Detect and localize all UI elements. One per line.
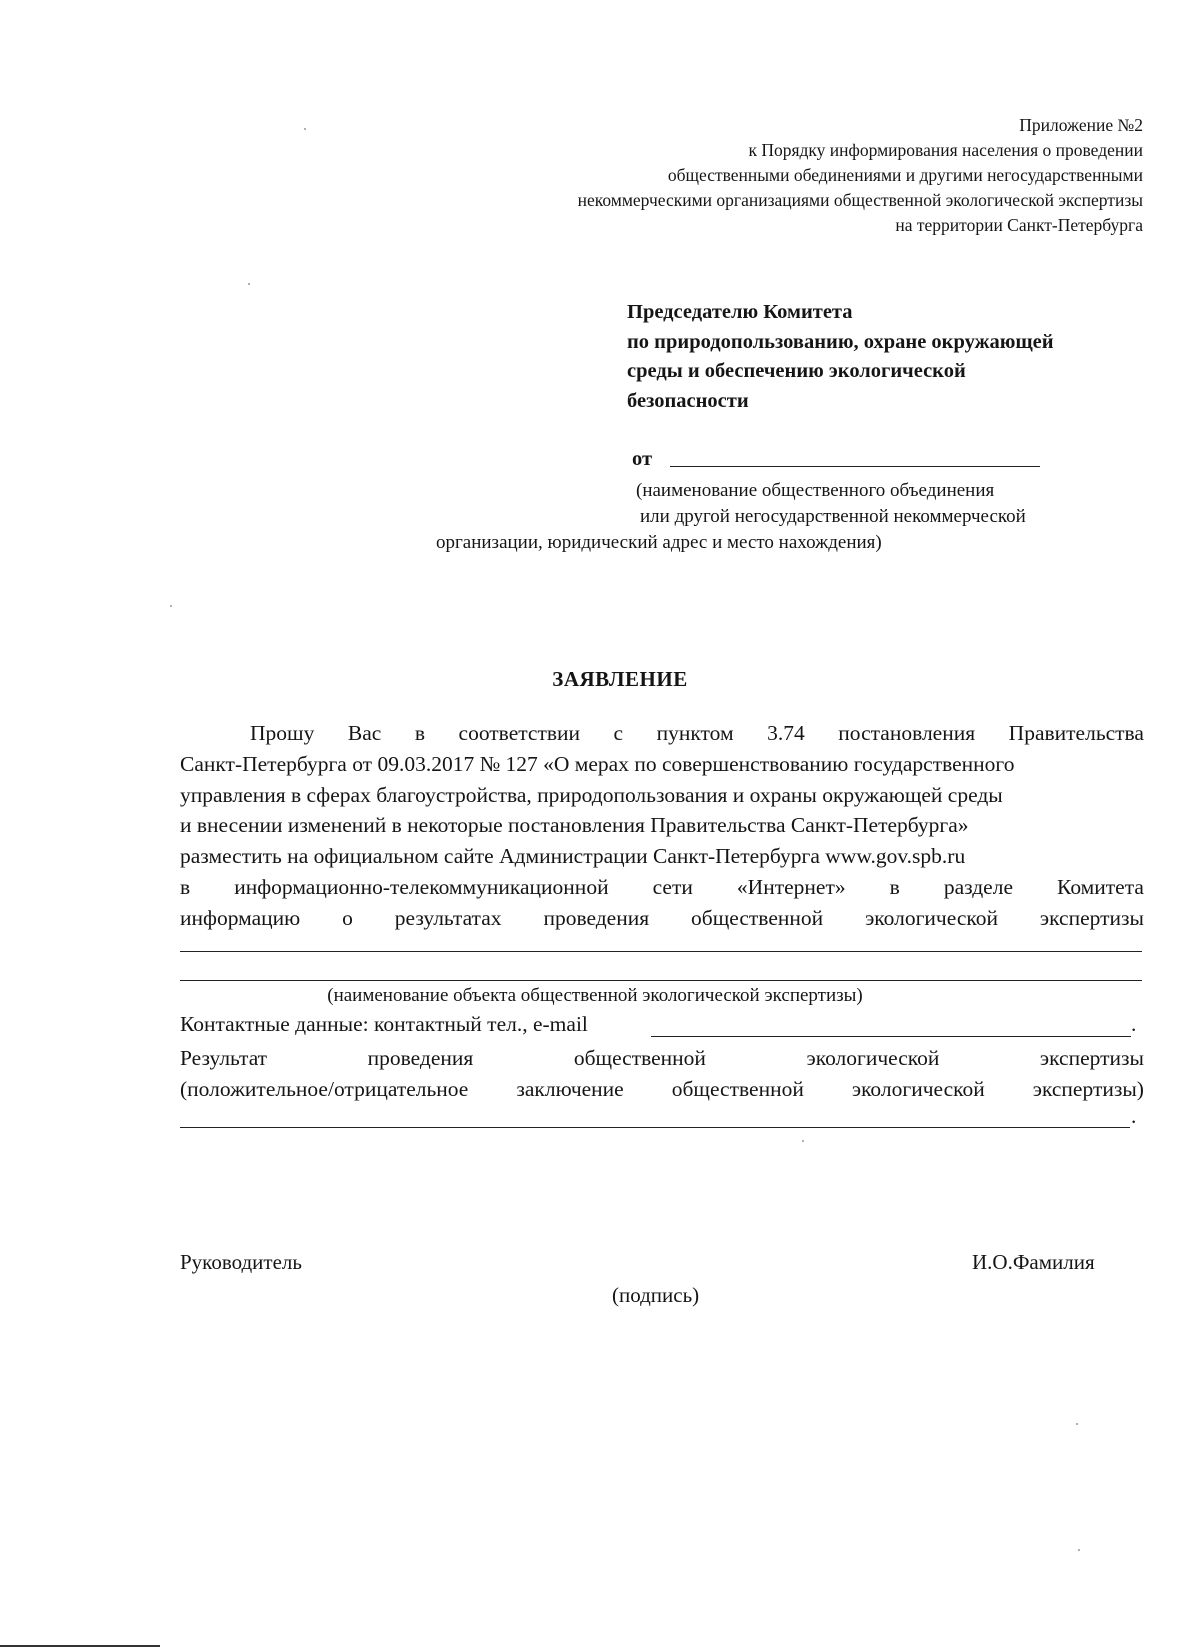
addressee-line-4: безопасности xyxy=(627,390,749,412)
appendix-line-3: некоммерческими организациями общественной экологической экспертизы xyxy=(577,190,1143,210)
appendix-line-2: общественными обединениями и другими негосударственными xyxy=(667,165,1143,185)
scan-speck xyxy=(248,283,250,285)
result-word: (положительное/отрицательное xyxy=(180,1076,469,1101)
from-blank-line xyxy=(670,466,1040,467)
from-label: от xyxy=(632,448,653,470)
body-word: Вас xyxy=(347,721,382,745)
result-word: общественной xyxy=(671,1076,804,1101)
signature-role: Руководитель xyxy=(180,1250,302,1274)
appendix-line-4: на территории Санкт-Петербурга xyxy=(895,215,1143,235)
body-word: сети xyxy=(652,874,693,899)
result-line-1 xyxy=(180,1043,1144,1074)
signature-caption: (подпись) xyxy=(612,1283,700,1307)
body-word: пунктом xyxy=(656,721,734,745)
result-word: экологической xyxy=(806,1046,940,1070)
object-name-caption: (наименование объекта общественной экологической экспертизы) xyxy=(327,985,863,1006)
scan-speck xyxy=(170,605,172,607)
body-word: Комитета xyxy=(1057,874,1144,899)
addressee-line-3: среды и обеспечению экологической xyxy=(627,360,966,382)
body-word: информационно-телекоммуникационной xyxy=(234,874,609,899)
result-end-mark: . xyxy=(1131,1104,1137,1128)
body-line-3: управления в сферах благоустройства, природопользования и охраны окружающей среды xyxy=(180,782,1003,807)
contacts-label: Контактные данные: контактный тел., e-mail xyxy=(180,1012,588,1036)
body-word: в xyxy=(180,874,191,899)
body-line-7 xyxy=(180,903,1144,934)
result-word: экспертизы) xyxy=(1032,1076,1144,1101)
body-line-4: и внесении изменений в некоторые постановления Правительства Санкт-Петербурга» xyxy=(180,813,969,838)
appendix-number: Приложение №2 xyxy=(1019,115,1143,135)
body-word: общественной xyxy=(691,905,824,930)
from-note-line-2: или другой негосударственной некоммерческой xyxy=(640,506,1026,527)
addressee-line-1: Председателю Комитета xyxy=(627,301,853,323)
body-word: постановления xyxy=(838,721,976,745)
body-word: соответствии xyxy=(458,721,581,745)
body-word: экологической xyxy=(865,905,998,930)
result-word: общественной xyxy=(573,1046,706,1070)
scan-edge-mark xyxy=(0,1645,160,1647)
object-name-line-1 xyxy=(180,951,1142,952)
scan-speck xyxy=(1076,1423,1078,1425)
body-word: Прошу xyxy=(250,721,315,745)
result-word: проведения xyxy=(367,1046,474,1070)
body-paragraph xyxy=(180,718,1144,934)
addressee-line-2: по природопользованию, охране окружающей xyxy=(627,331,1054,353)
result-block xyxy=(180,1043,1144,1105)
body-word: информацию xyxy=(180,905,301,930)
document-title: ЗАЯВЛЕНИЕ xyxy=(552,667,688,691)
body-word: Правительства xyxy=(1008,721,1144,745)
body-word: в xyxy=(414,721,425,745)
body-line-1 xyxy=(180,718,1144,749)
result-word: экспертизы xyxy=(1039,1046,1144,1070)
result-line-2 xyxy=(180,1074,1144,1105)
scan-speck xyxy=(304,128,306,130)
result-blank-line xyxy=(180,1127,1130,1128)
body-word: о xyxy=(342,905,353,930)
scan-speck xyxy=(802,1140,804,1142)
result-word: Результат xyxy=(180,1046,268,1070)
contacts-blank-line xyxy=(651,1036,1131,1037)
scan-speck xyxy=(1078,1549,1080,1551)
body-word: «Интернет» xyxy=(736,874,846,899)
object-name-line-2 xyxy=(180,980,1142,981)
contacts-end-mark: . xyxy=(1131,1012,1137,1036)
result-word: заключение xyxy=(516,1076,624,1101)
result-word: экологической xyxy=(851,1076,985,1101)
body-word: экспертизы xyxy=(1039,905,1144,930)
body-line-5: разместить на официальном сайте Администрации Санкт-Петербурга www.gov.spb.ru xyxy=(180,844,966,869)
body-word: результатах xyxy=(394,905,502,930)
from-note-line-1: (наименование общественного объединения xyxy=(636,480,995,501)
body-line-2: Санкт-Петербурга от 09.03.2017 № 127 «О мерах по совершенствованию государственного xyxy=(180,751,1015,776)
body-word: разделе xyxy=(943,874,1013,899)
appendix-line-1: к Порядку информирования населения о проведении xyxy=(748,140,1143,160)
body-word: 3.74 xyxy=(767,721,805,745)
body-word: в xyxy=(889,874,900,899)
signature-name: И.О.Фамилия xyxy=(972,1250,1095,1274)
from-note-line-3: организации, юридический адрес и место нахождения) xyxy=(436,532,882,553)
body-line-6 xyxy=(180,872,1144,903)
body-word: с xyxy=(613,721,624,745)
body-word: проведения xyxy=(543,905,650,930)
